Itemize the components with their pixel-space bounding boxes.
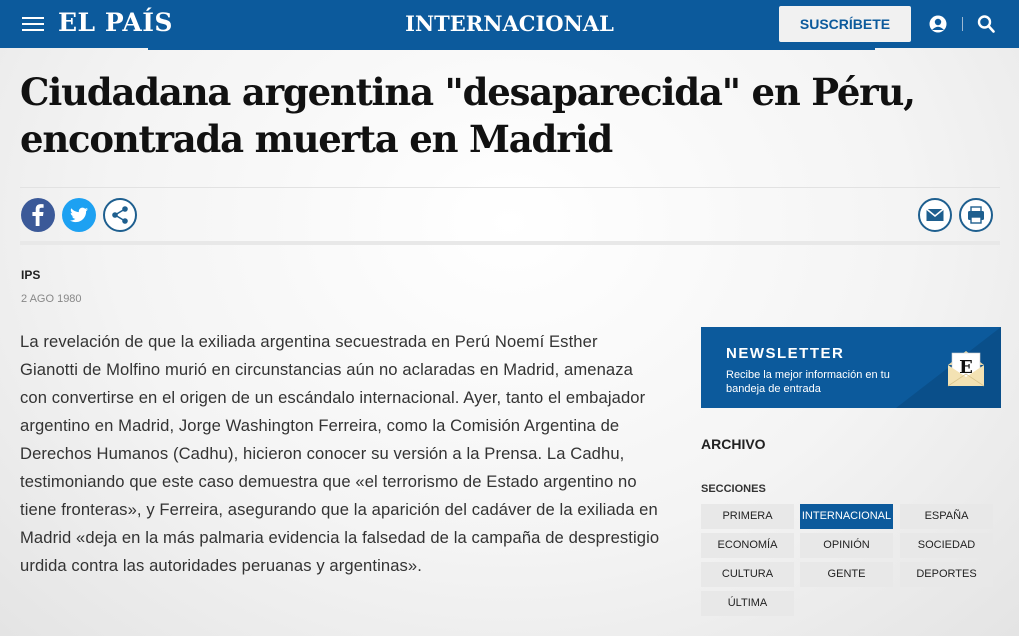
newsletter-title: NEWSLETTER [726,345,845,362]
newsletter-banner[interactable] [701,327,1001,408]
section-title[interactable]: INTERNACIONAL [405,11,614,36]
menu-icon[interactable] [22,13,44,35]
article-author[interactable]: IPS [21,268,41,282]
article-date: 2 AGO 1980 [21,293,82,305]
share-icon[interactable] [103,198,137,232]
subscribe-button[interactable]: SUSCRÍBETE [779,6,911,42]
section-economia[interactable]: ECONOMÍA [701,533,794,558]
site-logo[interactable]: EL PAÍS [58,8,173,37]
facebook-icon[interactable] [21,198,55,232]
section-ultima[interactable]: ÚLTIMA [701,591,794,616]
sections-heading: SECCIONES [701,483,766,495]
header-underline [148,47,875,50]
article-headline: Ciudadana argentina "desaparecida" en Péru, encontrada muerta en Madrid [20,70,915,161]
section-sociedad[interactable]: SOCIEDAD [900,533,993,558]
section-gente[interactable]: GENTE [800,562,893,587]
article-body: La revelación de que la exiliada argentina secuestrada en Perú Noemí Esther Gianotti de Molfino murió en circunstancias aún no aclaradas en Madrid, amenaza con convertirse en el origen de un escándalo internacional. Ayer, tanto el embajador argentino en Madrid, Jorge Washington Ferreira, como la Comisión Argentina de Derechos Humanos (Cadhu), hicieron conocer su versión a la Prensa. La Cadhu, testimoniando que este caso demuestra que «el terrorismo de Estado argentino no tiene fronteras», y Ferreira, asegurando que la aparición del cadáver de la exiliada en Madrid «deja en la más palmaria evidencia la falsedad de la campaña de desprestigio urdida contra las autoridades peruanas y argentinas». [20,332,660,575]
top-bar [0,0,1019,48]
mail-icon[interactable] [918,198,952,232]
divider [20,241,1000,245]
print-icon[interactable] [959,198,993,232]
section-espana[interactable]: ESPAÑA [900,504,993,529]
divider [20,187,1000,188]
twitter-icon[interactable] [62,198,96,232]
archive-heading: ARCHIVO [701,436,766,452]
section-deportes[interactable]: DEPORTES [900,562,993,587]
newsletter-subtitle: Recibe la mejor información en tu bandeja de entrada [726,369,890,395]
envelope-icon [947,347,985,387]
newsletter-badge: E [959,357,973,378]
header-separator [962,17,963,31]
section-cultura[interactable]: CULTURA [701,562,794,587]
section-opinion[interactable]: OPINIÓN [800,533,893,558]
section-primera[interactable]: PRIMERA [701,504,794,529]
search-icon[interactable] [977,14,995,34]
user-icon[interactable] [928,15,948,33]
section-internacional[interactable]: INTERNACIONAL [800,504,893,529]
